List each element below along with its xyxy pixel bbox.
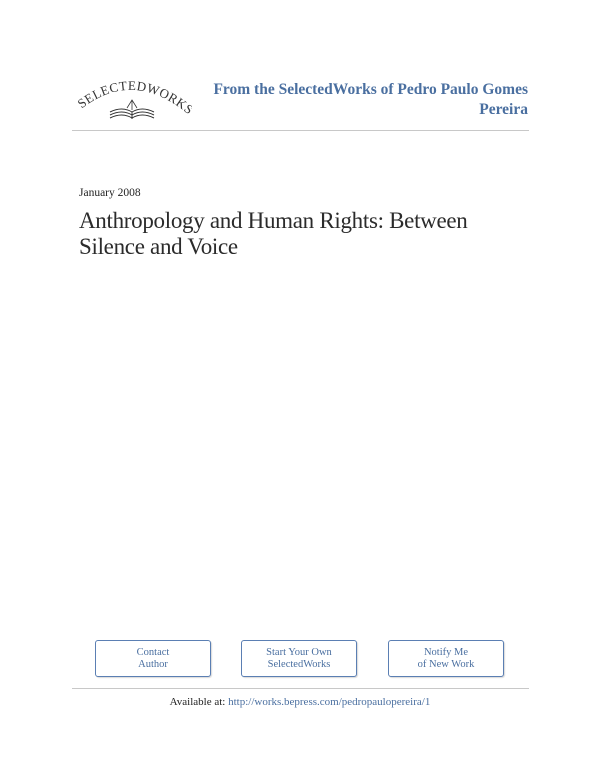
availability-line bbox=[0, 696, 600, 708]
work-url-link[interactable]: http://works.bepress.com/pedropaulopereira/1 bbox=[228, 696, 431, 708]
contact-author-button[interactable] bbox=[95, 640, 211, 677]
contact-author-button-line2: Author bbox=[138, 658, 168, 670]
footer-divider bbox=[72, 688, 529, 689]
start-selectedworks-button[interactable] bbox=[241, 640, 357, 677]
notify-new-work-button-line1: Notify Me bbox=[423, 646, 469, 658]
notify-new-work-button[interactable] bbox=[388, 640, 504, 677]
document-date: January 2008 bbox=[79, 187, 141, 199]
document-title: Anthropology and Human Rights: Between Silence and Voice bbox=[79, 208, 468, 259]
start-selectedworks-button-line2: SelectedWorks bbox=[267, 658, 331, 670]
available-label: Available at: bbox=[169, 696, 226, 708]
header-title: From the SelectedWorks of Pedro Paulo Gomes Pereira bbox=[213, 81, 528, 118]
selectedworks-logo-icon bbox=[72, 70, 192, 126]
notify-new-work-button-line2: of New Work bbox=[417, 658, 475, 670]
contact-author-button-line1: Contact bbox=[136, 646, 170, 658]
svg-text:SELECTEDWORKS: SELECTEDWORK bbox=[74, 77, 191, 113]
start-selectedworks-button-line1: Start Your Own bbox=[266, 646, 332, 658]
header-divider bbox=[72, 130, 529, 131]
selectedworks-logo bbox=[72, 70, 192, 126]
